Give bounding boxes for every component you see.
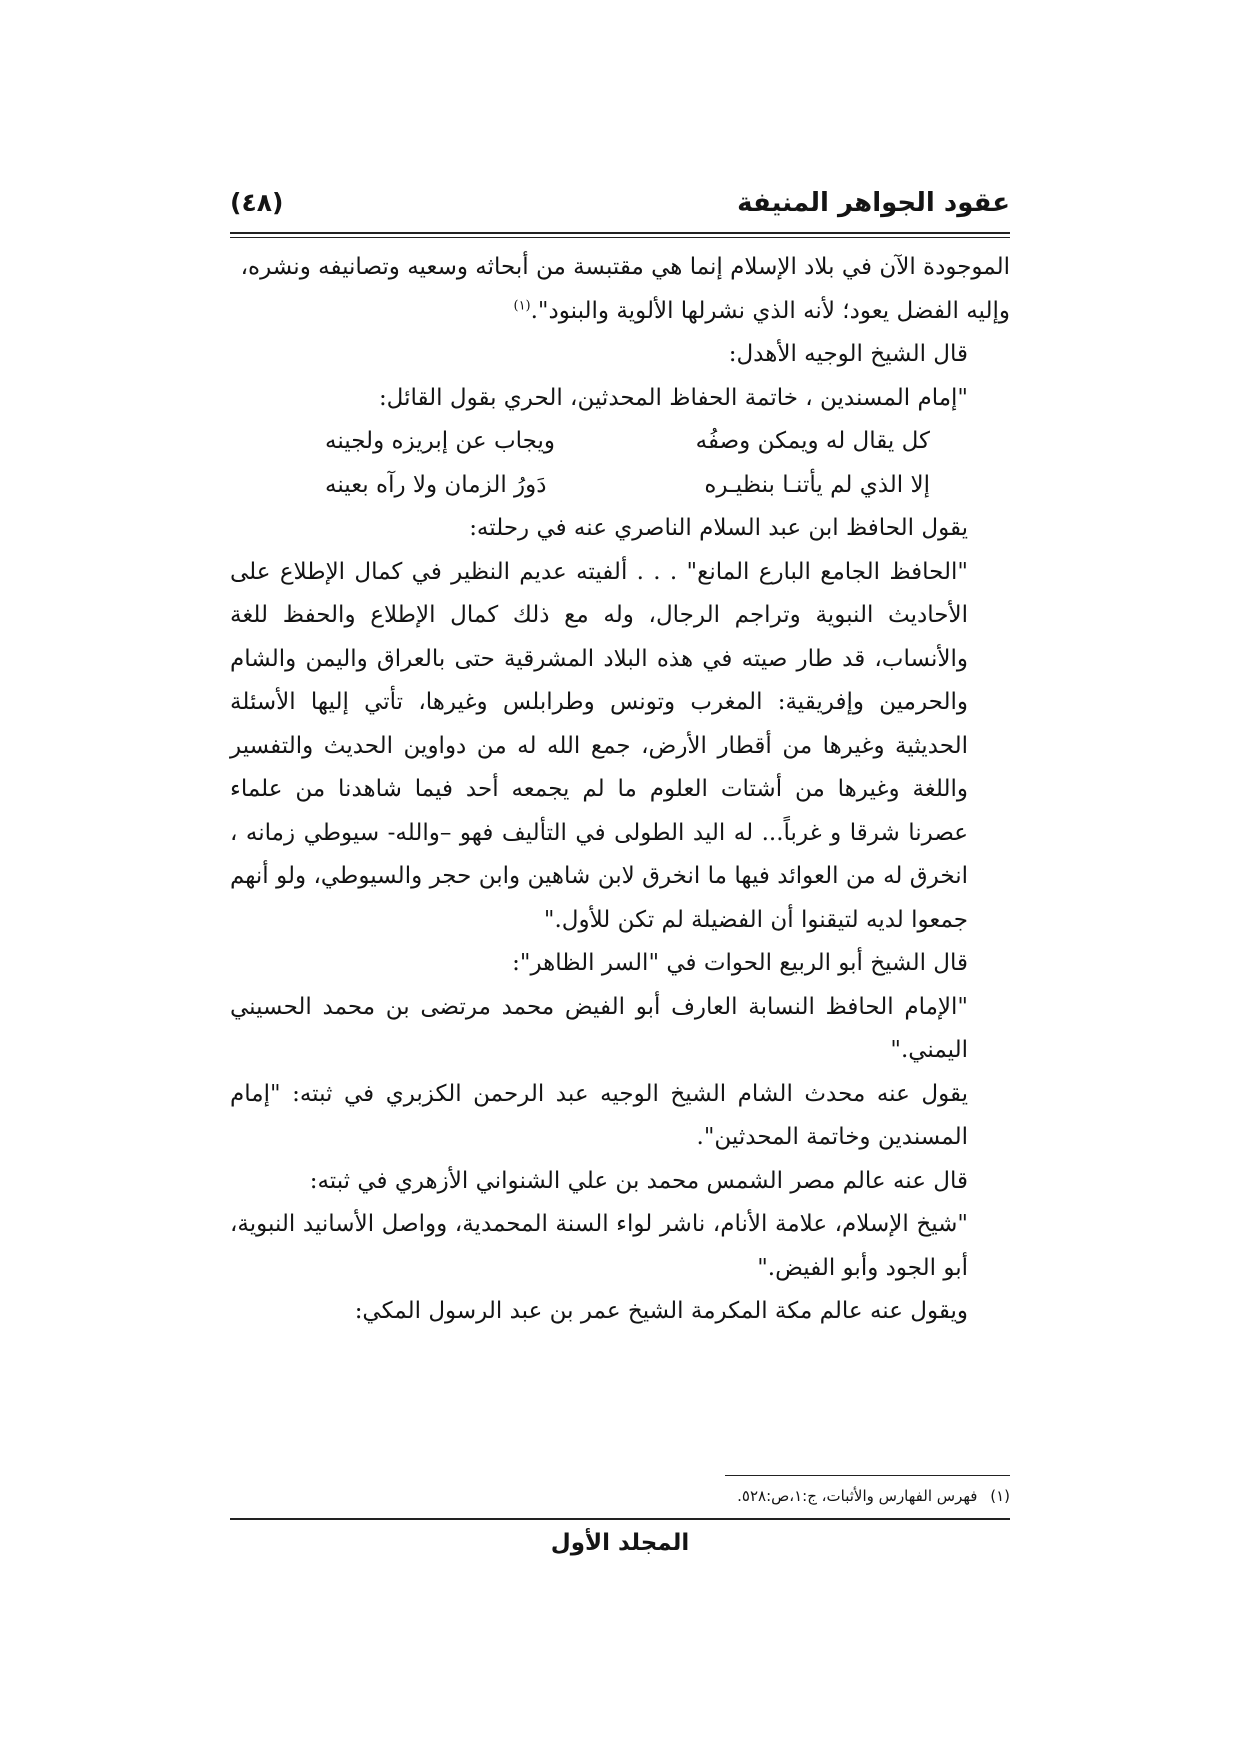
header-rule-thin bbox=[230, 237, 1010, 238]
verse-second-hemistich: دَورُ الزمان ولا رآه بعينه bbox=[325, 471, 547, 498]
footnote-mark: (١) bbox=[990, 1487, 1010, 1505]
volume-label: المجلد الأول bbox=[550, 1530, 690, 1556]
quote-intro: "إمام المسندين ، خاتمة الحفاظ المحدثين، الحري بقول القائل: bbox=[378, 384, 968, 411]
body-text bbox=[230, 246, 1010, 1334]
header-rule bbox=[230, 232, 1010, 234]
quote-paragraph: "الإمام الحافظ النسابة العارف أبو الفيض محمد مرتضى بن محمد الحسيني اليمني." bbox=[230, 993, 968, 1063]
quote-paragraph: "الحافظ الجامع البارع المانع" . . . ألفيته عديم النظير في كمال الإطلاع على الأحاديث النبوية وتراجم الرجال، وله مع ذلك كمال الإطلاع والحفظ للغة والأنساب، قد طار صيته في هذه البلاد المشرقية حتى بالعراق واليمن والشام والحرمين وإفريقية: المغرب وتونس وطرابلس وغيرها، تأتي إليها الأسئلة الحديثية وغيرها من أقطار الأرض، جمع الله له من دواوين الحديث والتفسير واللغة وغيرها من أشتات العلوم ما لم يجمعه أحد فيما شاهدنا من علماء عصرنا شرقا و غرباً... له اليد الطولى في التأليف فهو –والله- سيوطي زمانه ، انخرق له من العوائد فيها ما انخرق لابن شاهين وابن حجر والسيوطي، ولو أنهم جمعوا لديه لتيقنوا أن الفضيلة لم تكن للأول." bbox=[230, 558, 968, 933]
footnote-reference: (١) bbox=[513, 297, 531, 313]
paragraph: الموجودة الآن في بلاد الإسلام إنما هي مقتبسة من أبحاثه وسعيه وتصانيفه ونشره، bbox=[240, 254, 1010, 280]
footnote-text: فهرس الفهارس والأثبات، ج:١،ص:٥٢٨. bbox=[737, 1487, 978, 1505]
paragraph: يقول الحافظ ابن عبد السلام الناصري عنه في رحلته: bbox=[469, 515, 968, 541]
footnote bbox=[230, 1482, 1010, 1510]
footer-rule bbox=[230, 1518, 1010, 1520]
paragraph bbox=[230, 290, 1010, 334]
paragraph: قال الشيخ أبو الربيع الحوات في "السر الظاهر": bbox=[512, 950, 968, 976]
paragraph: يقول عنه محدث الشام الشيخ الوجيه عبد الرحمن الكزبري في ثبته: "إمام المسندين وخاتمة المحدثين". bbox=[230, 1080, 968, 1150]
paragraph: قال الشيخ الوجيه الأهدل: bbox=[728, 341, 968, 367]
paragraph: قال عنه عالم مصر الشمس محمد بن علي الشنواني الأزهري في ثبته: bbox=[309, 1167, 968, 1194]
footnote-separator bbox=[725, 1475, 1010, 1476]
verse-first-hemistich: كل يقال له ويمكن وصفُه bbox=[695, 428, 930, 454]
book-title: عقود الجواهر المنيفة bbox=[737, 188, 1010, 218]
paragraph-text: وإليه الفضل يعود؛ لأنه الذي نشرلها الألوية والبنود". bbox=[530, 297, 1010, 324]
quote-paragraph: "شيخ الإسلام، علامة الأنام، ناشر لواء السنة المحمدية، وواصل الأسانيد النبوية، أبو الجود وأبو الفيض." bbox=[230, 1211, 968, 1281]
verse-first-hemistich: إلا الذي لم يأتنـا بنظيـره bbox=[704, 471, 930, 498]
verse-line bbox=[230, 464, 1010, 508]
verse-second-hemistich: ويجاب عن إبريزه ولجينه bbox=[325, 428, 555, 454]
page-number: (٤٨) bbox=[230, 188, 284, 217]
page-header bbox=[230, 188, 1010, 224]
paragraph: ويقول عنه عالم مكة المكرمة الشيخ عمر بن عبد الرسول المكي: bbox=[354, 1298, 968, 1324]
verse-line bbox=[230, 420, 1010, 464]
